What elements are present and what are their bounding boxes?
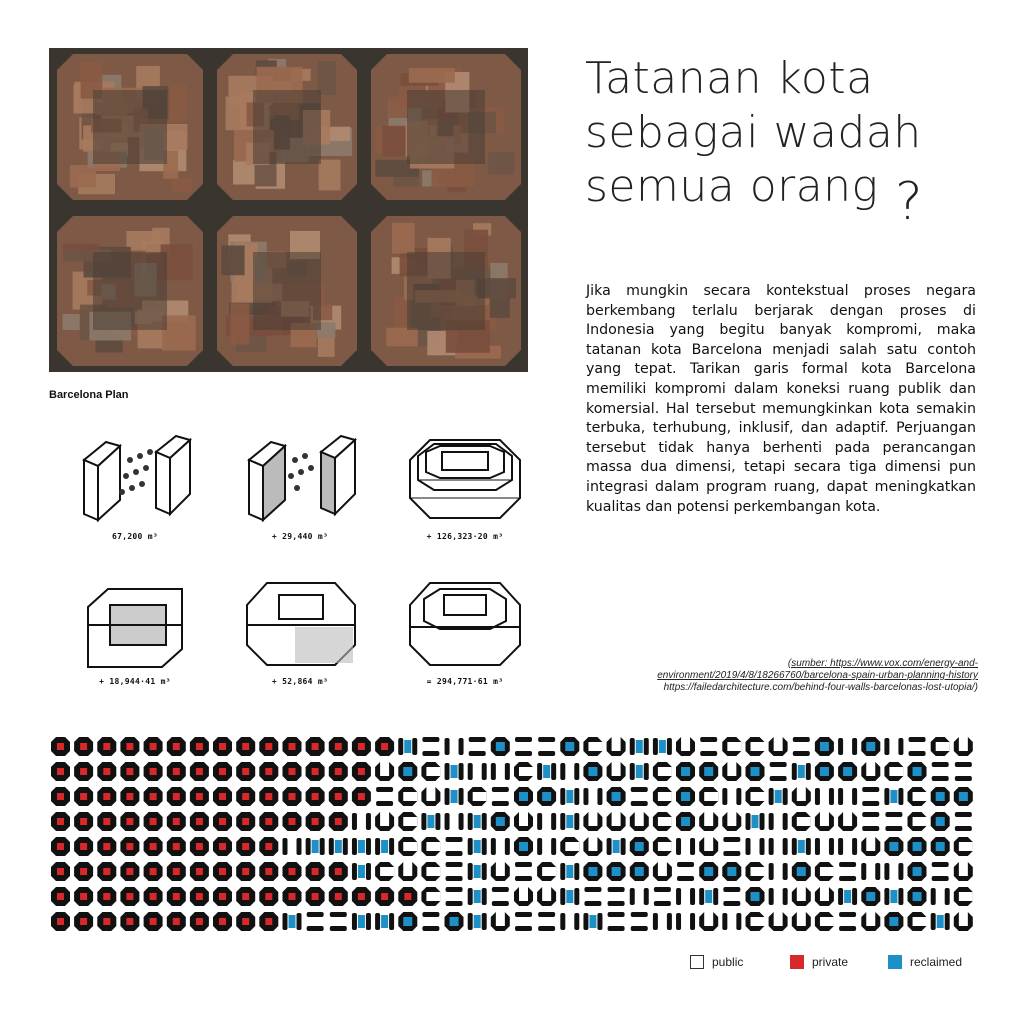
page-title bbox=[585, 52, 1005, 214]
diagram-1-drawing bbox=[70, 420, 200, 525]
diagram-4-drawing bbox=[70, 565, 200, 670]
legend-reclaimed-swatch bbox=[888, 955, 902, 969]
legend-reclaimed-label: reclaimed bbox=[910, 955, 963, 969]
legend-private-swatch bbox=[790, 955, 804, 969]
diagram-5-label: + 52,864 m³ bbox=[271, 677, 329, 686]
diagram-4-label: + 18,944·41 m³ bbox=[99, 677, 171, 686]
legend bbox=[690, 955, 980, 979]
diagram-1-label: 67,200 m³ bbox=[111, 532, 159, 541]
diagram-2 bbox=[225, 420, 375, 550]
diagram-5-drawing bbox=[235, 565, 365, 670]
legend-public bbox=[690, 955, 743, 969]
body-paragraph: Jika mungkin secara kontekstual proses negara berkembang terlalu berjarak dengan proses di Indonesia yang begitu banyak kompromi, maka tatanan kota Barcelona menjadi salah satu contoh yang tepat. Tarikan garis formal kota Barcelona memiliki kompromi dalam koneksi ruang publik dan komersial. Hal tersebut memungkinkan kota semakin terbuka, terhubung, inklusif, dan adaptif. Perjuangan tersebut tidak hanya berhenti pada perancangan massa dua dimensi, tetapi secara tiga dimensi pun integrasi dalam program ruang, dapat meningkatkan kualitas dan potensi perkembangan kota. bbox=[586, 283, 976, 515]
source-line-3[interactable]: https://failedarchitecture.com/behind-four-walls-barcelonas-lost-utopia/) bbox=[663, 682, 978, 693]
legend-public-swatch bbox=[690, 955, 704, 969]
diagram-2-drawing bbox=[235, 420, 365, 525]
diagram-1 bbox=[60, 420, 210, 550]
legend-public-label: public bbox=[712, 955, 744, 969]
diagram-5 bbox=[225, 565, 375, 695]
image-caption: Barcelona Plan bbox=[49, 389, 129, 401]
diagram-6 bbox=[390, 565, 540, 695]
diagram-4 bbox=[60, 565, 210, 695]
legend-private bbox=[790, 955, 848, 969]
diagram-3-drawing bbox=[400, 420, 530, 525]
diagram-3 bbox=[390, 420, 540, 550]
title-line-3: semua orang bbox=[585, 161, 879, 212]
title-line-1: Tatanan kota bbox=[585, 53, 874, 104]
sources bbox=[560, 658, 978, 694]
barcelona-aerial-photo bbox=[49, 48, 528, 372]
diagram-2-label: + 29,440 m³ bbox=[271, 532, 329, 541]
question-mark: ? bbox=[895, 172, 923, 232]
source-line-1[interactable]: (sumber: https://www.vox.com/energy-and- bbox=[787, 658, 978, 669]
legend-reclaimed bbox=[888, 955, 962, 969]
block-pattern-grid bbox=[49, 734, 975, 934]
diagram-6-drawing bbox=[400, 565, 530, 670]
diagram-3-label: + 126,323·20 m³ bbox=[426, 532, 504, 541]
block-volume-diagrams bbox=[60, 420, 540, 695]
diagram-6-label: = 294,771·61 m³ bbox=[426, 677, 504, 686]
legend-private-label: private bbox=[812, 955, 849, 969]
source-line-2[interactable]: environment/2019/4/8/18266760/barcelona-spain-urban-planning-history bbox=[657, 670, 978, 681]
title-line-2: sebagai wadah bbox=[585, 107, 922, 158]
